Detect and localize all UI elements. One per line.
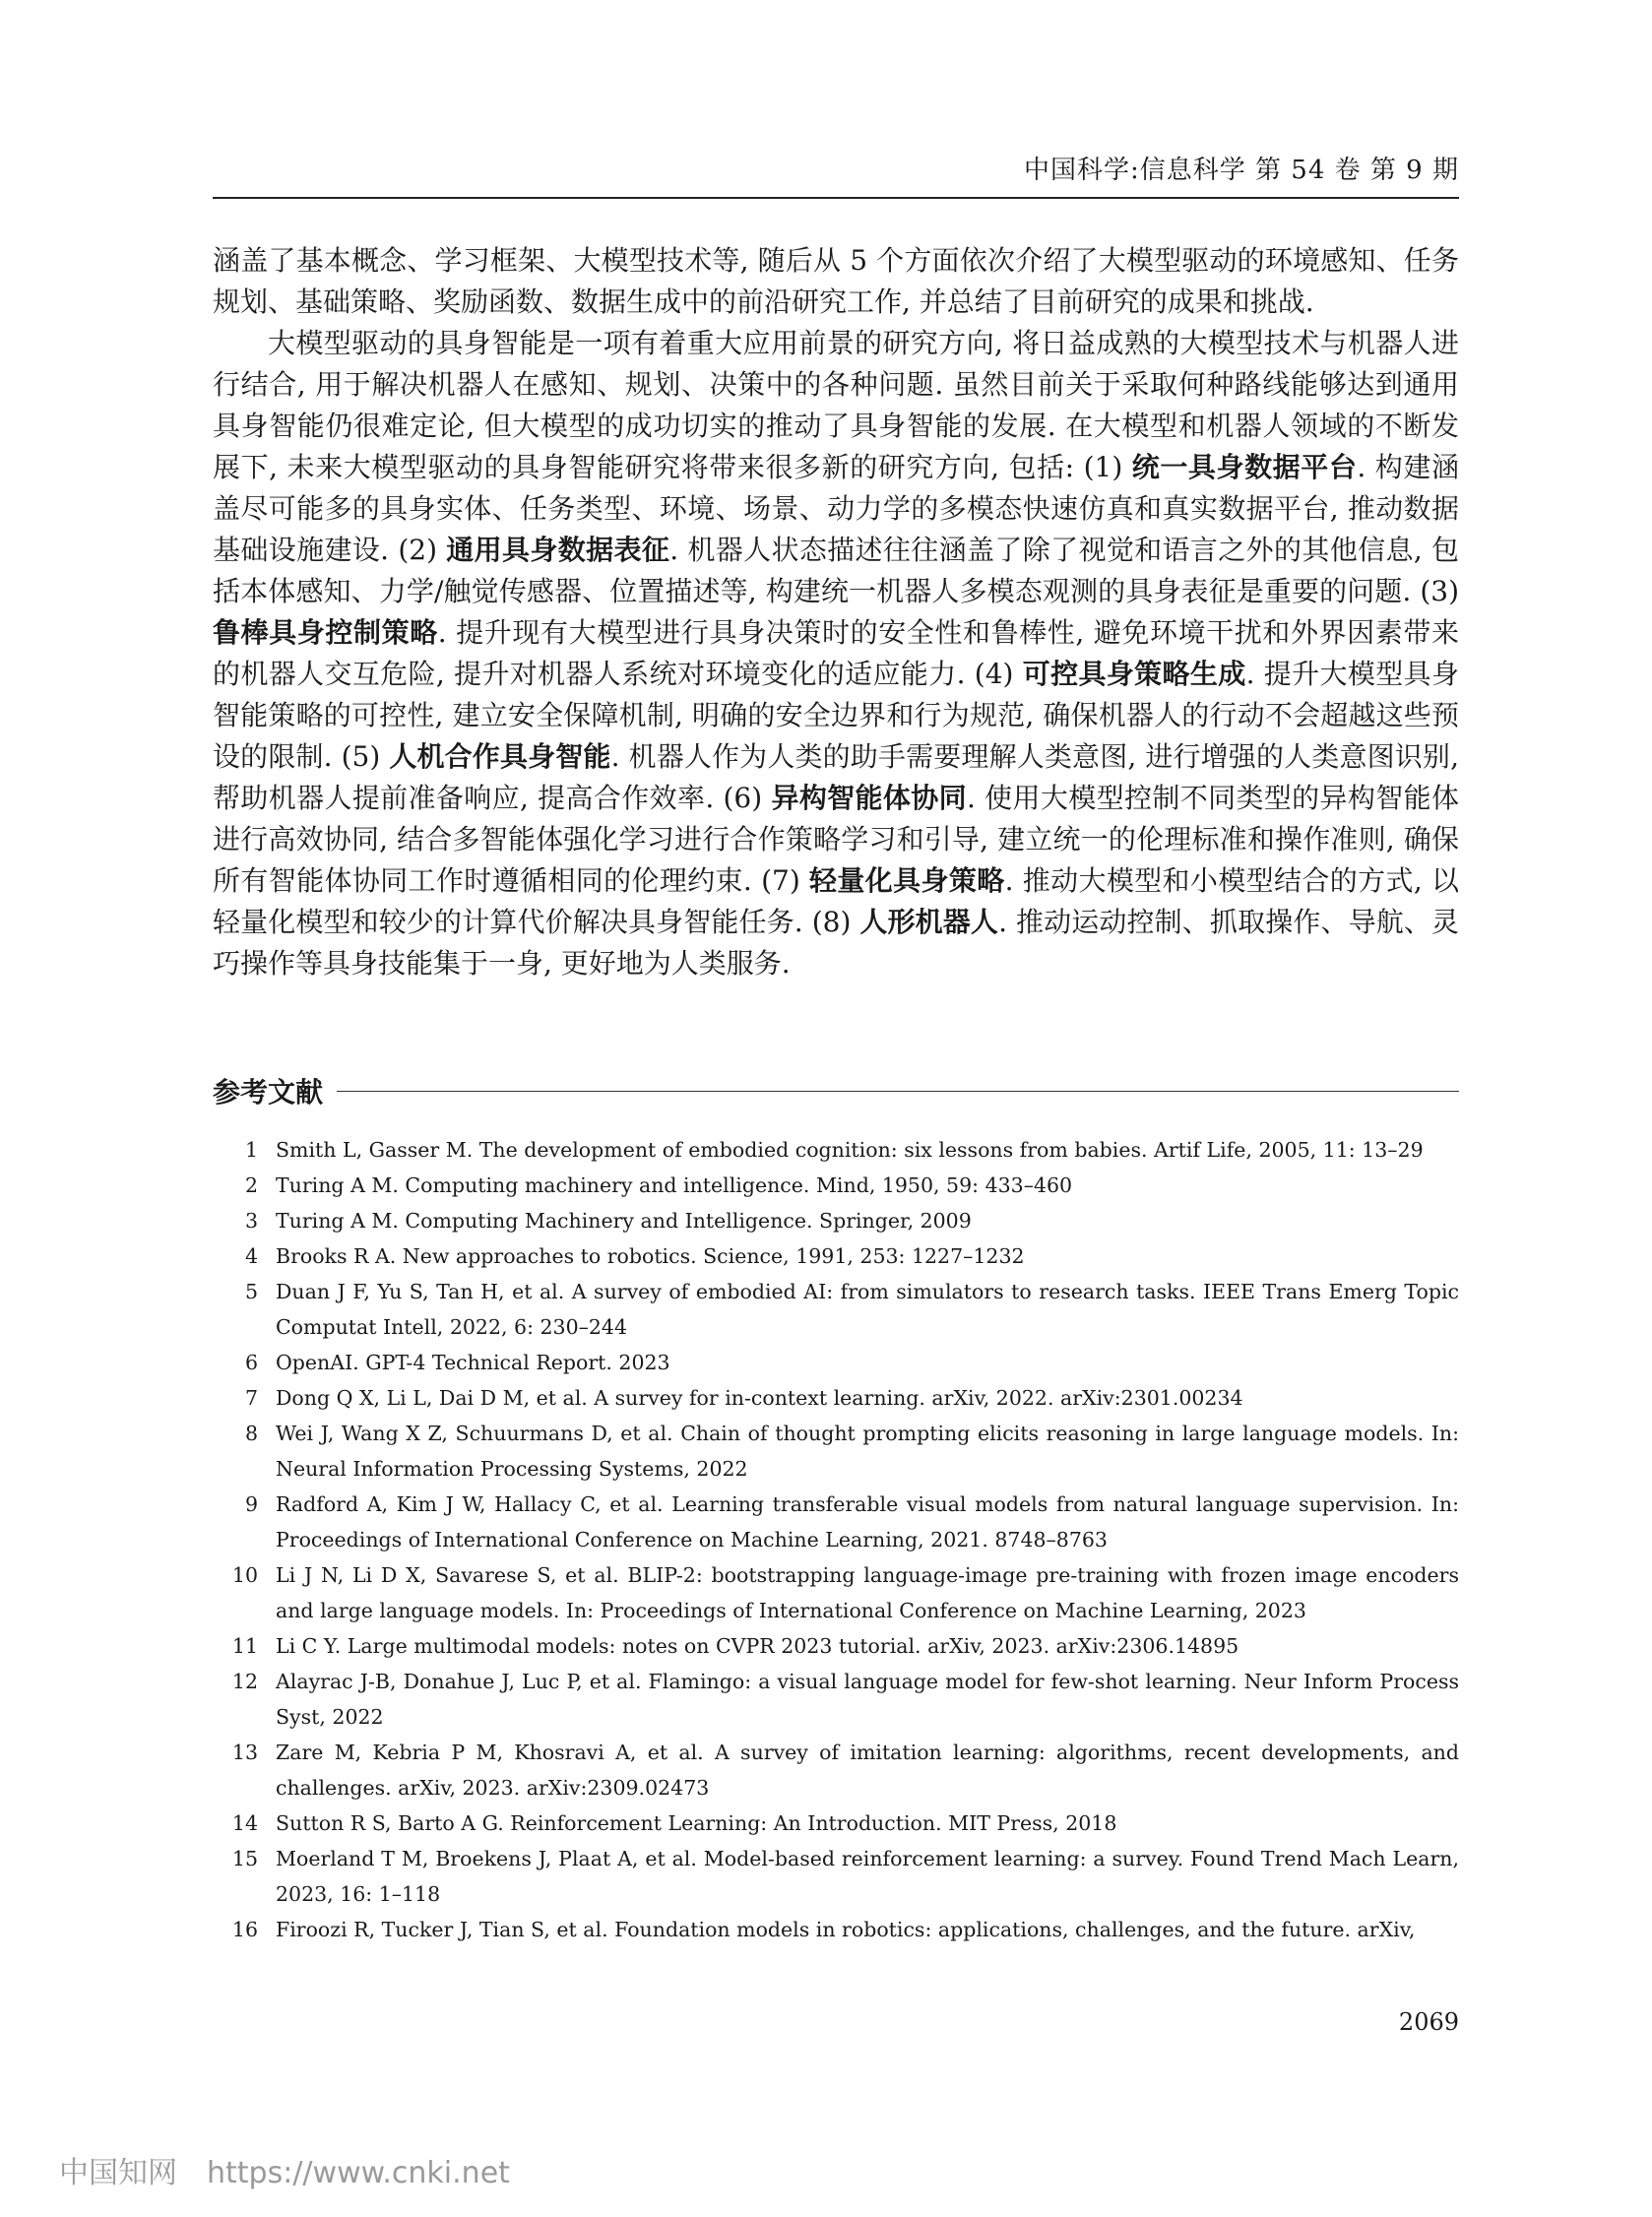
reference-text: Firoozi R, Tucker J, Tian S, et al. Foundation models in robotics: applications, challenges, and the future. arXiv, [276,1918,1416,1941]
reference-item [213,1841,1459,1912]
reference-number: 7 [244,1386,258,1410]
direction-6-title: 异构智能体协同 [771,782,967,814]
paragraph-1: 涵盖了基本概念、学习框架、大模型技术等, 随后从 5 个方面依次介绍了大模型驱动的环境感知、任务规划、基础策略、奖励函数、数据生成中的前沿研究工作, 并总结了目前研究的成果和挑战. [213,244,1459,318]
direction-7-title: 轻量化具身策略 [809,864,1005,897]
direction-7-text: . 推动大模型和小模型结合的方式, 以轻量化模型和较少的计算代价解决具身智能任务. (8) [213,864,1459,938]
references-heading-rule [337,1091,1459,1092]
reference-item [213,1380,1459,1416]
page-number: 2069 [1398,2008,1459,2036]
reference-text: Li J N, Li D X, Savarese S, et al. BLIP-2: bootstrapping language-image pre-training with frozen image encoders and large language models. In: Proceedings of International Conference on Machine Learning, 2023 [276,1563,1459,1622]
reference-text: Radford A, Kim J W, Hallacy C, et al. Learning transferable visual models from natural language supervision. In: Proceedings of International Conference on Machine Learning, 2021. 8748–8763 [276,1492,1459,1552]
reference-item [213,1487,1459,1557]
direction-2-text: . 机器人状态描述往往涵盖了除了视觉和语言之外的其他信息, 包括本体感知、力学/触觉传感器、位置描述等, 构建统一机器人多模态观测的具身表征是重要的问题. (3) [213,534,1459,607]
reference-text: Zare M, Kebria P M, Khosravi A, et al. A survey of imitation learning: algorithms, recent developments, and challenges. arXiv, 2023. arXiv:2309.02473 [276,1741,1459,1800]
direction-4-title: 可控具身策略生成 [1022,658,1246,690]
reference-text: Sutton R S, Barto A G. Reinforcement Learning: An Introduction. MIT Press, 2018 [276,1811,1117,1835]
reference-number: 3 [244,1209,258,1233]
reference-number: 4 [244,1244,258,1268]
reference-number: 16 [231,1918,258,1941]
direction-8-text: . 推动运动控制、抓取操作、导航、灵巧操作等具身技能集于一身, 更好地为人类服务. [213,906,1459,980]
reference-item [213,1132,1459,1168]
direction-6-text: . 使用大模型控制不同类型的异构智能体进行高效协同, 结合多智能体强化学习进行合作策略学习和引导, 建立统一的伦理标准和操作准则, 确保所有智能体协同工作时遵循相同的伦理约束. (7) [213,782,1459,897]
direction-3-text: . 提升现有大模型进行具身决策时的安全性和鲁棒性, 避免环境干扰和外界因素带来的机器人交互危险, 提升对机器人系统对环境变化的适应能力. (4) [213,616,1459,690]
reference-item [213,1735,1459,1805]
reference-text: Turing A M. Computing machinery and intelligence. Mind, 1950, 59: 433–460 [276,1173,1073,1197]
reference-text: Duan J F, Yu S, Tan H, et al. A survey of embodied AI: from simulators to research tasks. IEEE Trans Emerg Topic Computat Intell, 2022, 6: 230–244 [276,1280,1459,1339]
reference-number: 13 [231,1741,258,1764]
reference-number: 6 [244,1351,258,1374]
watermark-name: 中国知网 [59,2156,177,2190]
reference-text: Moerland T M, Broekens J, Plaat A, et al. Model-based reinforcement learning: a survey. Found Trend Mach Learn, 2023, 16: 1–118 [276,1847,1459,1906]
watermark [59,2148,510,2191]
reference-number: 5 [244,1280,258,1303]
reference-item [213,1203,1459,1238]
references-heading [213,1071,1459,1110]
reference-item [213,1168,1459,1203]
reference-number: 11 [231,1634,258,1658]
reference-number: 14 [231,1811,258,1835]
reference-text: Li C Y. Large multimodal models: notes on CVPR 2023 tutorial. arXiv, 2023. arXiv:2306.14895 [276,1634,1239,1658]
reference-text: OpenAI. GPT-4 Technical Report. 2023 [276,1351,670,1374]
reference-item [213,1274,1459,1345]
reference-number: 15 [231,1847,258,1870]
direction-3-title: 鲁棒具身控制策略 [213,616,438,649]
paragraph-2-intro: 大模型驱动的具身智能是一项有着重大应用前景的研究方向, 将日益成熟的大模型技术与机器人进行结合, 用于解决机器人在感知、规划、决策中的各种问题. 虽然目前关于采取何种路线能够达到通用具身智能仍很难定论, 但大模型的成功切实的推动了具身智能的发展. 在大模型和机器人领域的不断发展下, 未来大模型驱动的具身智能研究将带来很多新的研究方向, 包括: (1) [213,327,1459,483]
direction-8-title: 人形机器人 [859,906,999,938]
running-head: 中国科学:信息科学 第 54 卷 第 9 期 [213,150,1459,199]
paragraph-2 [213,323,1459,984]
reference-text: Smith L, Gasser M. The development of embodied cognition: six lessons from babies. Artif Life, 2005, 11: 13–29 [276,1138,1424,1162]
reference-number: 1 [244,1138,258,1162]
reference-text: Turing A M. Computing Machinery and Intelligence. Springer, 2009 [276,1209,972,1233]
reference-text: Alayrac J-B, Donahue J, Luc P, et al. Flamingo: a visual language model for few-shot learning. Neur Inform Process Syst, 2022 [276,1670,1459,1729]
reference-item [213,1628,1459,1664]
reference-item [213,1345,1459,1380]
body-text [213,240,1459,984]
direction-4-text: . 提升大模型具身智能策略的可控性, 建立安全保障机制, 明确的安全边界和行为规范, 确保机器人的行动不会超越这些预设的限制. (5) [213,658,1459,773]
reference-list [213,1132,1459,1947]
reference-text: Dong Q X, Li L, Dai D M, et al. A survey for in-context learning. arXiv, 2022. arXiv:2301.00234 [276,1386,1243,1410]
references-heading-label: 参考文献 [213,1076,324,1108]
direction-2-title: 通用具身数据表征 [446,534,670,566]
reference-number: 12 [231,1670,258,1693]
reference-number: 9 [244,1492,258,1516]
reference-item [213,1238,1459,1274]
watermark-url: https://www.cnki.net [207,2156,510,2190]
direction-1-text: . 构建涵盖尽可能多的具身实体、任务类型、环境、场景、动力学的多模态快速仿真和真实数据平台, 推动数据基础设施建设. (2) [213,451,1459,566]
reference-text: Wei J, Wang X Z, Schuurmans D, et al. Chain of thought prompting elicits reasoning in large language models. In: Neural Information Processing Systems, 2022 [276,1422,1459,1481]
reference-item [213,1557,1459,1628]
reference-item [213,1664,1459,1735]
reference-text: Brooks R A. New approaches to robotics. Science, 1991, 253: 1227–1232 [276,1244,1025,1268]
direction-5-title: 人机合作具身智能 [389,740,611,773]
reference-number: 10 [231,1563,258,1587]
reference-item [213,1805,1459,1841]
direction-5-text: . 机器人作为人类的助手需要理解人类意图, 进行增强的人类意图识别, 帮助机器人提前准备响应, 提高合作效率. (6) [213,740,1459,814]
reference-number: 8 [244,1422,258,1445]
reference-number: 2 [244,1173,258,1197]
reference-item [213,1416,1459,1487]
reference-item [213,1912,1459,1947]
direction-1-title: 统一具身数据平台 [1131,451,1358,483]
